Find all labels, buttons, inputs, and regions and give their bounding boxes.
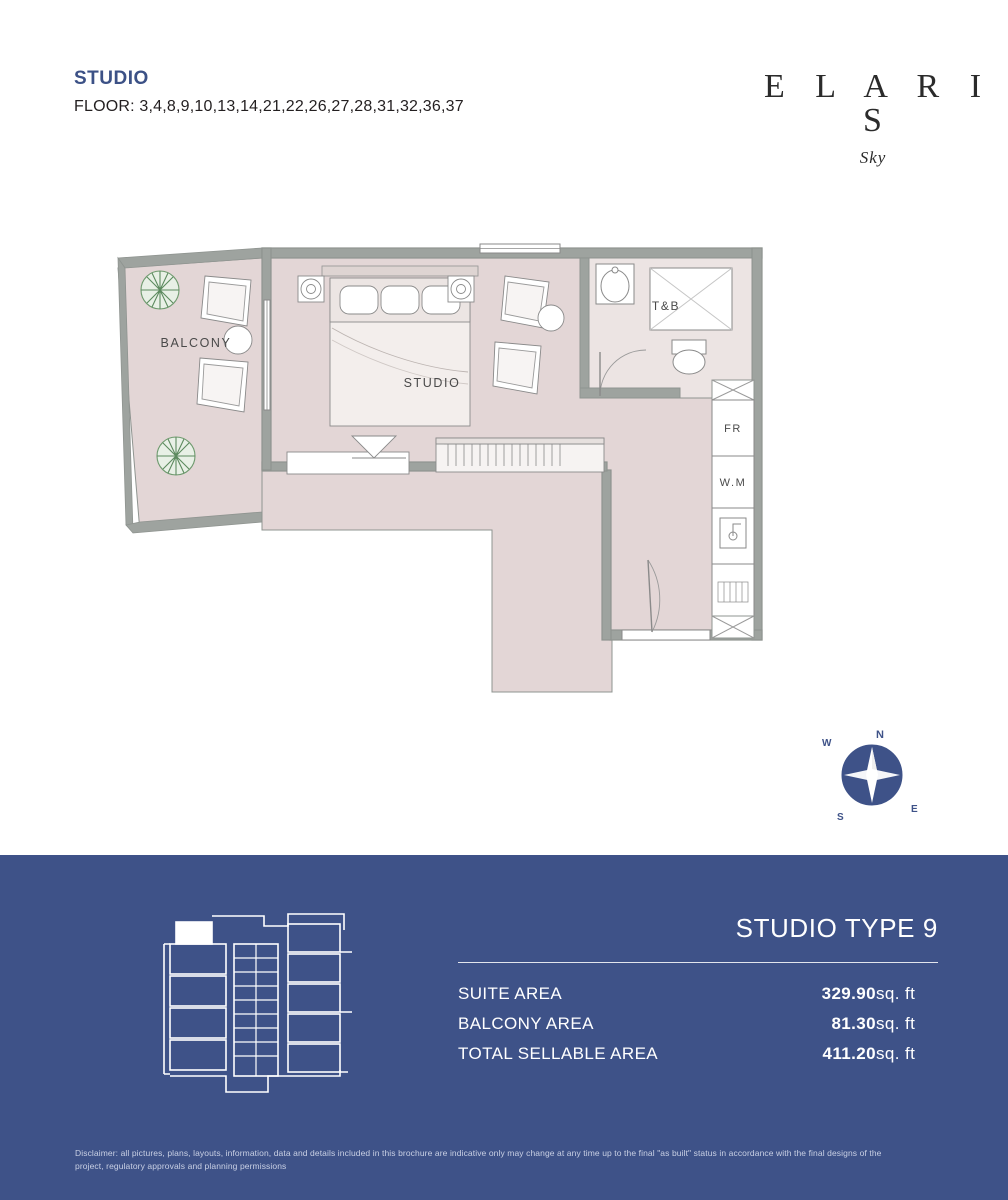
footer-bar <box>0 855 1008 1200</box>
bathroom-label: T&B <box>651 299 681 313</box>
area-label: SUITE AREA <box>458 984 563 1003</box>
studio-label: STUDIO <box>403 376 461 390</box>
compass-east-label: E <box>911 804 918 815</box>
area-value: 411.20 <box>822 1044 876 1063</box>
area-label: TOTAL SELLABLE AREA <box>458 1044 659 1063</box>
plant-icon <box>157 437 195 475</box>
bathroom <box>580 258 752 398</box>
floor-list: FLOOR: 3,4,8,9,10,13,14,21,22,26,27,28,31,32,36,37 <box>74 98 464 115</box>
disclaimer-text: Disclaimer: all pictures, plans, layouts, information, data and details included in this brochure are indicative only may change at any time up to the final "as built" status in accordance with the final designs of the project, regulatory approvals and planning permissions <box>75 1148 882 1171</box>
compass-rose <box>812 720 932 830</box>
unit-summary <box>458 913 938 1069</box>
page-title: STUDIO <box>74 68 149 89</box>
brand-name: E L A R I S <box>763 68 993 139</box>
area-table <box>458 979 938 1069</box>
compass-south-label: S <box>837 812 844 823</box>
brand-subname: Sky <box>859 148 887 167</box>
unit-type-title: STUDIO TYPE 9 <box>735 913 938 943</box>
key-plan-diagram <box>150 900 380 1120</box>
area-unit: sq. ft <box>876 1044 916 1063</box>
window <box>480 244 560 253</box>
area-value: 329.90 <box>821 984 876 1003</box>
compass-west-label: W <box>822 738 832 749</box>
area-label: BALCONY AREA <box>458 1014 594 1033</box>
balcony-label: BALCONY <box>160 336 232 350</box>
fridge-label: FR <box>724 423 742 435</box>
brand-logo <box>738 70 1008 168</box>
sliding-door <box>264 300 270 410</box>
utility-column <box>712 380 754 638</box>
area-value: 81.30 <box>831 1014 876 1033</box>
table-row <box>458 1009 938 1039</box>
area-unit: sq. ft <box>876 984 916 1003</box>
summary-divider <box>458 962 938 963</box>
compass-north-label: N <box>876 729 884 741</box>
washing-machine-label: W.M <box>719 477 747 489</box>
plant-icon <box>141 271 179 309</box>
table-row <box>458 979 938 1009</box>
area-unit: sq. ft <box>876 1014 916 1033</box>
table-row <box>458 1039 938 1069</box>
